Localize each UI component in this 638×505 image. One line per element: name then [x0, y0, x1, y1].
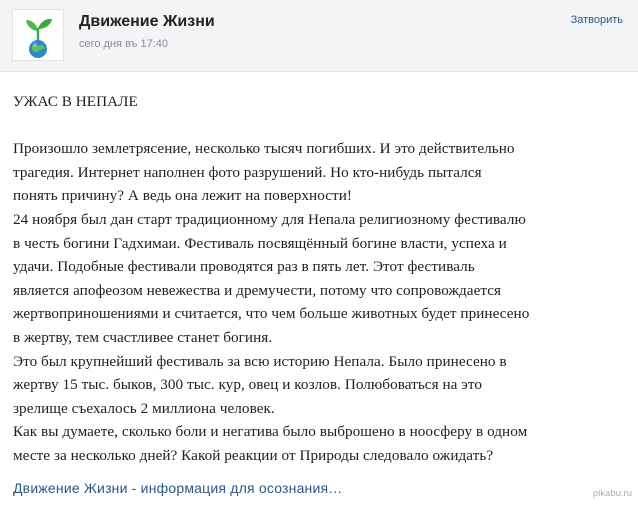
- post-text-line: жертву 15 тыс. быков, 300 тыс. кур, овец и козлов. Полюбоваться на это: [13, 376, 482, 394]
- post-text-line: Это был крупнейший фестиваль за всю историю Непала. Было принесено в: [13, 352, 507, 370]
- author-name[interactable]: Движение Жизни: [79, 13, 215, 30]
- post-title: УЖАС В НЕПАЛЕ: [13, 93, 138, 110]
- post-body: [13, 137, 628, 467]
- post-header: [0, 0, 638, 72]
- post-text-line: Произошло землетрясение, несколько тысяч погибших. И это действительно: [13, 140, 515, 158]
- post-content: [13, 90, 628, 468]
- post-text-line: является апофеозом невежества и дремучести, потому что сопровождается: [13, 281, 502, 299]
- post-timestamp: сего дня въ 17:40: [79, 38, 169, 50]
- sprout-on-globe-icon: [13, 10, 63, 60]
- close-post-link[interactable]: Затворить: [570, 14, 623, 26]
- avatar[interactable]: [12, 9, 64, 61]
- post-text-line: в честь богини Гадхимаи. Фестиваль посвящённый богине власти, успеха и: [13, 234, 507, 252]
- post-text-line: месте за несколько дней? Какой реакции от Природы следовало ожидать?: [13, 446, 494, 464]
- post-text-line: жертвоприношениями и считается, что чем больше животных будет принесено: [13, 305, 530, 323]
- watermark: pikabu.ru: [592, 488, 632, 499]
- post-text-line: удачи. Подобные фестивали проводятся раз в пять лет. Этот фестиваль: [13, 258, 475, 276]
- post-text-line: зрелище съехалось 2 миллиона человек.: [13, 399, 275, 417]
- post-text-line: трагедия. Интернет наполнен фото разрушений. Но кто-нибудь пытался: [13, 163, 482, 181]
- post-text-line: Как вы думаете, сколько боли и негатива было выброшено в ноосферу в одном: [13, 423, 528, 441]
- post-text-line: 24 ноября был дан старт традиционному для Непала религиозному фестивалю: [13, 210, 526, 228]
- post-text-line: в жертву, тем счастливее станет богиня.: [13, 328, 273, 346]
- group-link[interactable]: Движение Жизни - информация для осознания…: [13, 480, 343, 496]
- post-text-line: понять причину? А ведь она лежит на поверхности!: [13, 187, 353, 205]
